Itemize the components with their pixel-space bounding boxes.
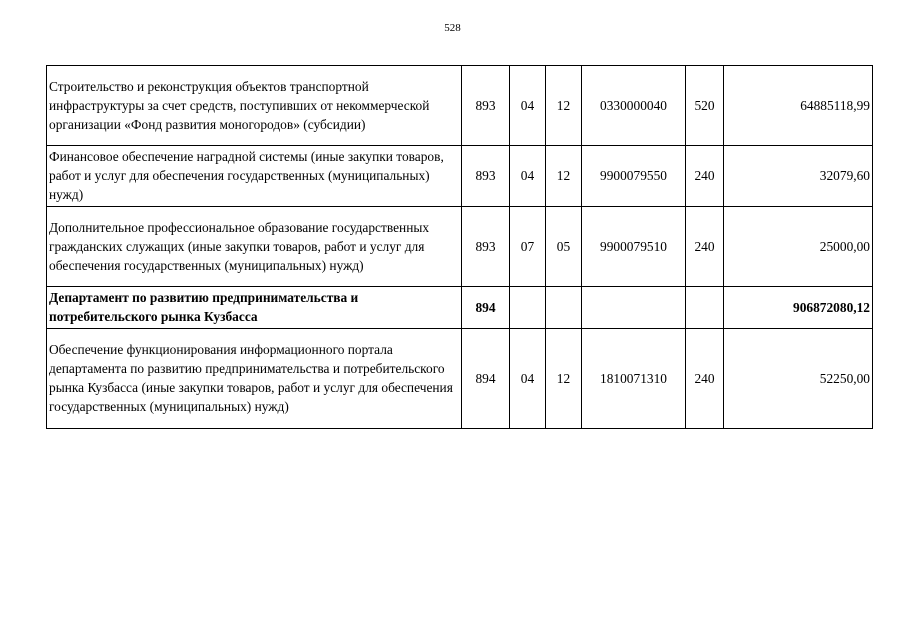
- amount: 25000,00: [724, 207, 873, 287]
- row-name: Строительство и реконструкция объектов транспортной инфраструктуры за счет средств, поступивших от некоммерческой организации «Фонд развития моногородов» (субсидии): [47, 66, 462, 146]
- amount: 64885118,99: [724, 66, 873, 146]
- section-code: 04: [510, 146, 546, 207]
- subsection-code: 05: [546, 207, 582, 287]
- row-name: Департамент по развитию предпринимательства и потребительского рынка Кузбасса: [47, 287, 462, 329]
- ministry-code: 893: [462, 66, 510, 146]
- section-code: 07: [510, 207, 546, 287]
- budget-table: [46, 65, 873, 429]
- expense-type-code: 240: [686, 329, 724, 429]
- subsection-code: 12: [546, 66, 582, 146]
- ministry-code: 894: [462, 329, 510, 429]
- page-number: 528: [444, 22, 461, 34]
- ministry-code: 894: [462, 287, 510, 329]
- subsection-code: 12: [546, 146, 582, 207]
- target-article-code: [582, 287, 686, 329]
- target-article-code: 9900079550: [582, 146, 686, 207]
- amount: 906872080,12: [724, 287, 873, 329]
- table-row: [47, 287, 873, 329]
- section-code: 04: [510, 66, 546, 146]
- ministry-code: 893: [462, 146, 510, 207]
- target-article-code: 1810071310: [582, 329, 686, 429]
- table-row: [47, 66, 873, 146]
- expense-type-code: 240: [686, 146, 724, 207]
- table-row: [47, 207, 873, 287]
- table-row: [47, 329, 873, 429]
- amount: 52250,00: [724, 329, 873, 429]
- amount: 32079,60: [724, 146, 873, 207]
- expense-type-code: 240: [686, 207, 724, 287]
- target-article-code: 0330000040: [582, 66, 686, 146]
- subsection-code: [546, 287, 582, 329]
- row-name: Обеспечение функционирования информационного портала департамента по развитию предпринимательства и потребительского рынка Кузбасса (иные закупки товаров, работ и услуг для обеспечения государственных (муниципальных) нужд): [47, 329, 462, 429]
- row-name: Дополнительное профессиональное образование государственных гражданских служащих (иные закупки товаров, работ и услуг для обеспечения государственных (муниципальных) нужд): [47, 207, 462, 287]
- row-name: Финансовое обеспечение наградной системы (иные закупки товаров, работ и услуг для обеспечения государственных (муниципальных) нужд): [47, 146, 462, 207]
- table-row: [47, 146, 873, 207]
- expense-type-code: [686, 287, 724, 329]
- target-article-code: 9900079510: [582, 207, 686, 287]
- expense-type-code: 520: [686, 66, 724, 146]
- section-code: [510, 287, 546, 329]
- ministry-code: 893: [462, 207, 510, 287]
- subsection-code: 12: [546, 329, 582, 429]
- section-code: 04: [510, 329, 546, 429]
